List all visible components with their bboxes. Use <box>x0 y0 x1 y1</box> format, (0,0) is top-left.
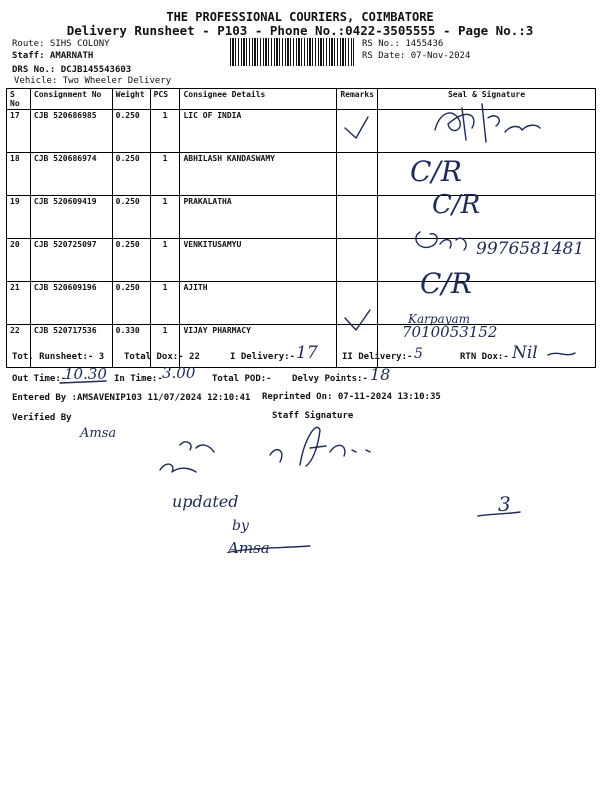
reprinted-on: Reprinted On: 07-11-2024 13:10:35 <box>262 392 441 402</box>
cell-weight: 0.250 <box>112 282 150 325</box>
rtn-dox-value: Nil <box>512 343 538 363</box>
table-row <box>7 110 596 153</box>
row22-phone: 7010053152 <box>402 323 498 341</box>
verifier-name: Amsa <box>80 426 117 441</box>
cell-consignment: CJB 520717536 <box>30 325 112 368</box>
drs-number: DRS No.: DCJB145543603 <box>12 65 132 75</box>
cell-weight: 0.250 <box>112 239 150 282</box>
cell-weight: 0.250 <box>112 110 150 153</box>
staff-signature-ink <box>270 427 370 466</box>
out-time-label: Out Time:- <box>12 374 67 384</box>
cell-sno: 17 <box>7 110 31 153</box>
cell-weight: 0.330 <box>112 325 150 368</box>
cell-pcs: 1 <box>150 239 180 282</box>
runsheet-title: Delivery Runsheet - P103 - Phone No.:0422-3505555 - Page No.:3 <box>66 23 534 38</box>
out-time-value: 10.30 <box>64 365 107 383</box>
route-label: Route: SIHS COLONY <box>12 39 110 49</box>
table-header-row <box>7 89 596 110</box>
row22-name: Karpayam <box>408 312 471 326</box>
i-delivery-value: 17 <box>296 343 318 363</box>
by-note: by <box>232 518 249 534</box>
rtn-dox-label: RTN Dox:- <box>460 352 509 362</box>
table-row <box>7 196 596 239</box>
col-consignee: Consignee Details <box>180 89 337 110</box>
row20-phone: 9976581481 <box>476 239 585 259</box>
col-sno: S No <box>7 89 31 110</box>
cell-weight: 0.250 <box>112 153 150 196</box>
ii-delivery-label: II Delivery:- <box>342 352 413 362</box>
cell-sno: 19 <box>7 196 31 239</box>
cell-consignment: CJB 520686974 <box>30 153 112 196</box>
cell-consignment: CJB 520686985 <box>30 110 112 153</box>
total-dox: Total Dox:- 22 <box>124 352 200 362</box>
in-time-label: In Time:- <box>114 374 163 384</box>
rs-date: RS Date: 07-Nov-2024 <box>362 51 471 61</box>
cell-signature <box>378 110 596 153</box>
cell-pcs: 1 <box>150 282 180 325</box>
ii-delivery-value: 5 <box>414 346 423 362</box>
cell-consignment: CJB 520609419 <box>30 196 112 239</box>
cell-consignee: LIC OF INDIA <box>180 110 337 153</box>
cell-consignee: VIJAY PHARMACY <box>180 325 337 368</box>
row19-handwriting: C/R <box>432 190 481 220</box>
cell-consignment: CJB 520725097 <box>30 239 112 282</box>
total-pod-label: Total POD:- <box>212 374 272 384</box>
col-weight: Weight <box>112 89 150 110</box>
cell-remarks <box>337 239 378 282</box>
in-time-value: 3.00 <box>162 364 196 382</box>
delvy-points-value: 18 <box>370 365 391 384</box>
cell-sno: 22 <box>7 325 31 368</box>
row21-handwriting: C/R <box>420 267 472 300</box>
cell-sno: 21 <box>7 282 31 325</box>
row18-handwriting: C/R <box>410 155 462 188</box>
runsheet-table <box>6 88 596 368</box>
table-row <box>7 153 596 196</box>
cell-pcs: 1 <box>150 110 180 153</box>
table-row <box>7 282 596 325</box>
cell-remarks <box>337 153 378 196</box>
cell-consignee: AJITH <box>180 282 337 325</box>
col-pcs: PCS <box>150 89 180 110</box>
verifier-signature <box>160 442 214 472</box>
amsa-note: Amsa <box>228 539 270 557</box>
cell-signature <box>378 196 596 239</box>
tot-runsheet: Tot. Runsheet:- 3 <box>12 352 105 362</box>
entered-by: Entered By :AMSAVENIP103 11/07/2024 12:10:41 <box>12 393 251 403</box>
cell-consignee: PRAKALATHA <box>180 196 337 239</box>
updated-note: updated <box>172 492 239 511</box>
col-seal-signature: Seal & Signature <box>378 89 596 110</box>
staff-signature: Staff Signature <box>272 411 354 421</box>
cell-pcs: 1 <box>150 196 180 239</box>
delvy-points-label: Delvy Points:- <box>292 374 368 384</box>
cell-consignment: CJB 520609196 <box>30 282 112 325</box>
cell-consignee: ABHILASH KANDASWAMY <box>180 153 337 196</box>
cell-weight: 0.250 <box>112 196 150 239</box>
col-remarks: Remarks <box>337 89 378 110</box>
cell-sno: 18 <box>7 153 31 196</box>
cell-pcs: 1 <box>150 325 180 368</box>
company-title: THE PROFESSIONAL COURIERS, COIMBATORE <box>166 10 434 24</box>
barcode <box>230 38 354 66</box>
rs-number: RS No.: 1455436 <box>362 39 444 49</box>
staff-label: Staff: AMARNATH <box>12 51 94 61</box>
cell-pcs: 1 <box>150 153 180 196</box>
vehicle-label: Vehicle: Two Wheeler Delivery <box>14 76 172 86</box>
cell-consignee: VENKITUSAMYU <box>180 239 337 282</box>
page-mark-number: 3 <box>498 492 511 516</box>
cell-sno: 20 <box>7 239 31 282</box>
cell-remarks <box>337 282 378 325</box>
cell-remarks <box>337 196 378 239</box>
verified-by: Verified By <box>12 413 72 423</box>
cell-remarks <box>337 110 378 153</box>
i-delivery-label: I Delivery:- <box>230 352 296 362</box>
col-consignment: Consignment No <box>30 89 112 110</box>
